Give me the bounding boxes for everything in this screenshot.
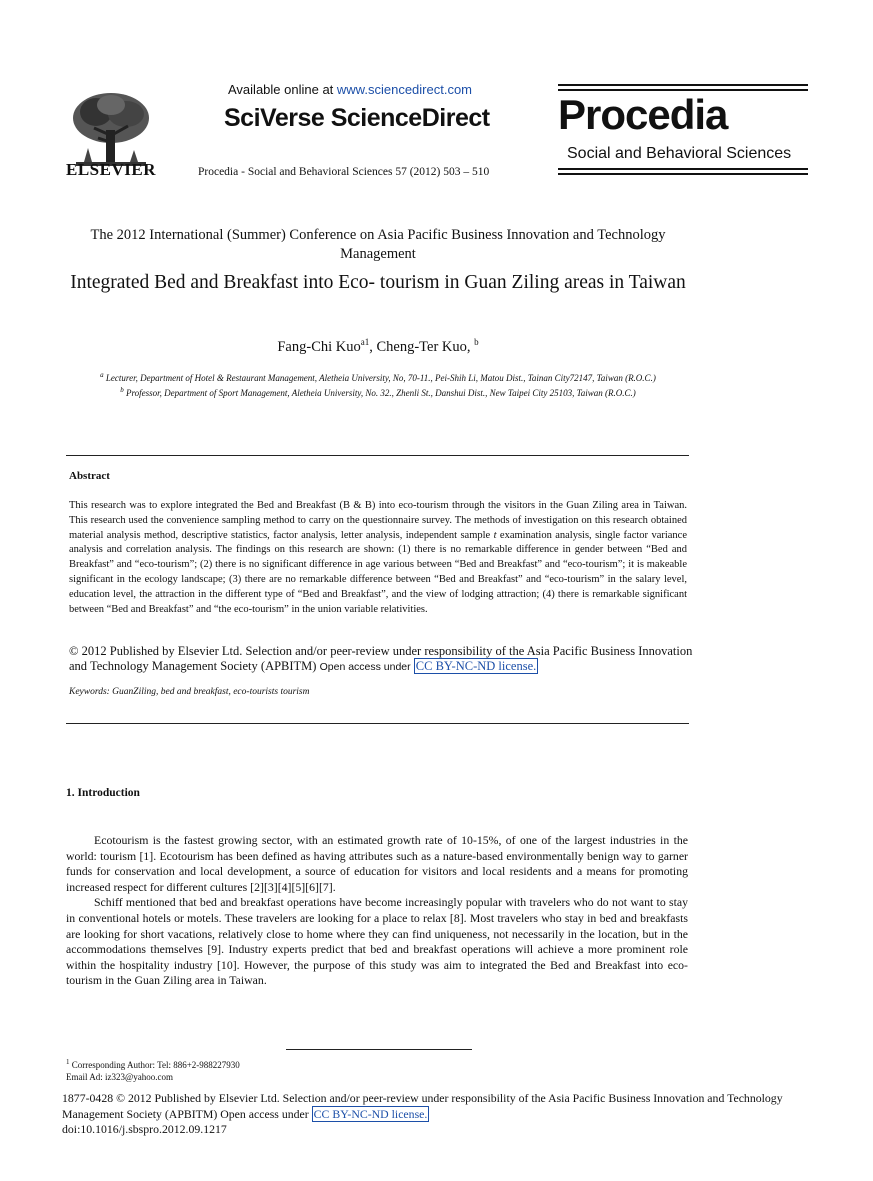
abstract-text-2: examination analysis, single factor variance analysis and correlation analysis. The findings on this research are shown: (1) there is no remarkable difference in gender between “Bed and Breakfast” and “eco-tourism”; (2) there is no significant difference in age various between “Bed and Breakfast” and “eco-tourism”; it is makeable significant in the ecology landscape; (3) there are no remarkable difference between “Bed and Breakfast” and “eco-tourism” in the salary level, education level, the attraction in the different type of “Bed and Breakfast”, and the view of lodging attraction; (4) there is remarkable significant between “Bed and Breakfast” and “the eco-tourism” in the union variable relativities. xyxy=(69,529,687,615)
footnote-line-2: Email Ad: iz323@yahoo.com xyxy=(66,1072,174,1082)
journal-citation: Procedia - Social and Behavioral Sciences 57 (2012) 503 – 510 xyxy=(198,166,490,178)
introduction-body xyxy=(66,833,688,989)
abstract-rule-bottom xyxy=(66,723,689,724)
footnote-text-1: Corresponding Author: Tel: 886+2-988227930 xyxy=(69,1060,240,1070)
footer-license-link[interactable]: CC BY-NC-ND license. xyxy=(313,1106,428,1121)
footnote-line-1 xyxy=(66,1056,240,1071)
masthead-rule-top xyxy=(558,84,808,86)
footer-open-access: Open access under xyxy=(220,1106,309,1121)
abstract-text xyxy=(69,499,687,617)
journal-title: Procedia xyxy=(558,91,728,138)
affiliation-b xyxy=(62,384,694,399)
authors xyxy=(60,337,696,356)
page-footer xyxy=(62,1091,822,1138)
abstract-text-italic: t xyxy=(493,529,497,541)
section-heading-introduction: 1. Introduction xyxy=(66,787,140,799)
abstract-copyright xyxy=(69,644,699,675)
affiliation-a-sup: a xyxy=(100,371,104,379)
affiliation-a xyxy=(62,369,694,384)
abstract-heading: Abstract xyxy=(69,470,110,482)
conference-name: The 2012 International (Summer) Conference on Asia Pacific Business Innovation and Technology Management xyxy=(90,227,666,262)
sciencedirect-link[interactable]: www.sciencedirect.com xyxy=(336,82,473,97)
paragraph: Ecotourism is the fastest growing sector, with an estimated growth rate of 10-15%, of one of the largest industries in the world: tourism [1]. Ecotourism has been defined as having attributes such as a nature-based environmentally benign way to garner funds for conservation and local development, a source of education for visitors and local residents and a means for promoting increased respect for different cultures [2][3][4][5][6][7]. xyxy=(66,833,688,894)
platform-wordmark: SciVerse ScienceDirect xyxy=(224,104,490,132)
abstract-rule-top xyxy=(66,455,689,456)
masthead-rule-bottom xyxy=(558,168,808,170)
affiliation-a-text: Lecturer, Department of Hotel & Restaurant Management, Aletheia University, No, 70-11., Pei-Shih Li, Matou Dist., Tainan City72147, Taiwan (R.O.C.) xyxy=(103,373,656,383)
article-title: Integrated Bed and Breakfast into Eco- tourism in Guan Ziling areas in Taiwan xyxy=(70,272,686,293)
available-online-prefix: Available online at xyxy=(228,82,337,97)
affiliation-b-text: Professor, Department of Sport Management, Aletheia University, No. 32., Zhenli St., Danshui Dist., New Taipei City 25103, Taiwan (R.O.C.) xyxy=(123,388,636,398)
affiliation-b-sup: b xyxy=(120,386,124,394)
footnote-rule xyxy=(286,1049,472,1050)
copyright-text: © 2012 Published by Elsevier Ltd. Selection and/or peer-review under responsibility of the Asia Pacific Business Innovation and Technology Management Society (APBITM) xyxy=(69,644,693,673)
open-access-label: Open access under xyxy=(319,661,411,673)
license-link[interactable]: CC BY-NC-ND license. xyxy=(415,659,537,673)
publisher-wordmark: ELSEVIER xyxy=(66,160,156,179)
keywords: Keywords: GuanZiling, bed and breakfast, eco-tourists tourism xyxy=(69,687,310,697)
abstract-text-1: This research was to explore integrated the Bed and Breakfast (B & B) into eco-tourism through the visitors in the Guan Ziling area in Taiwan. This research used the convenience sampling method to carry on the questionnaire survey. The methods of investigation on this research obtained material analysis method, descriptive statistics, factor analysis, letter analysis, independent sample xyxy=(69,500,687,541)
footer-copyright: 1877-0428 © 2012 Published by Elsevier Ltd. Selection and/or peer-review under responsibility of the Asia Pacific Business Innovation and Technology Management Society (APBITM) xyxy=(62,1091,783,1121)
masthead-rule-bottom-2 xyxy=(558,173,808,175)
doi: doi:10.1016/j.sbspro.2012.09.1217 xyxy=(62,1122,227,1136)
author-2-sup: b xyxy=(474,337,479,347)
author-1-sup: a1 xyxy=(360,337,370,347)
footnote xyxy=(66,1056,240,1083)
affiliations xyxy=(62,369,694,399)
paragraph: Schiff mentioned that bed and breakfast operations have become increasingly popular with travelers who do not want to stay in conventional hotels or motels. These travelers are looking for a place to relax [8]. Most travelers who stay in bed and breakfasts are looking for short vacations, relatively close to home where they can find uniqueness, not necessarily in the location, but in the accommodations themselves [9]. Industry experts predict that bed and breakfast operations will achieve a more prominent role within the hospitality industry [10]. However, the purpose of this study was aim to integrated the Bed and Breakfast into eco-tourism in the Guan Ziling area in Taiwan. xyxy=(66,895,688,988)
author-1: Fang-Chi Kuo xyxy=(277,338,361,355)
author-separator: , Cheng-Ter Kuo, xyxy=(369,338,475,355)
footnote-sup: 1 xyxy=(66,1058,70,1066)
available-online xyxy=(228,82,472,97)
journal-subtitle: Social and Behavioral Sciences xyxy=(567,145,792,162)
